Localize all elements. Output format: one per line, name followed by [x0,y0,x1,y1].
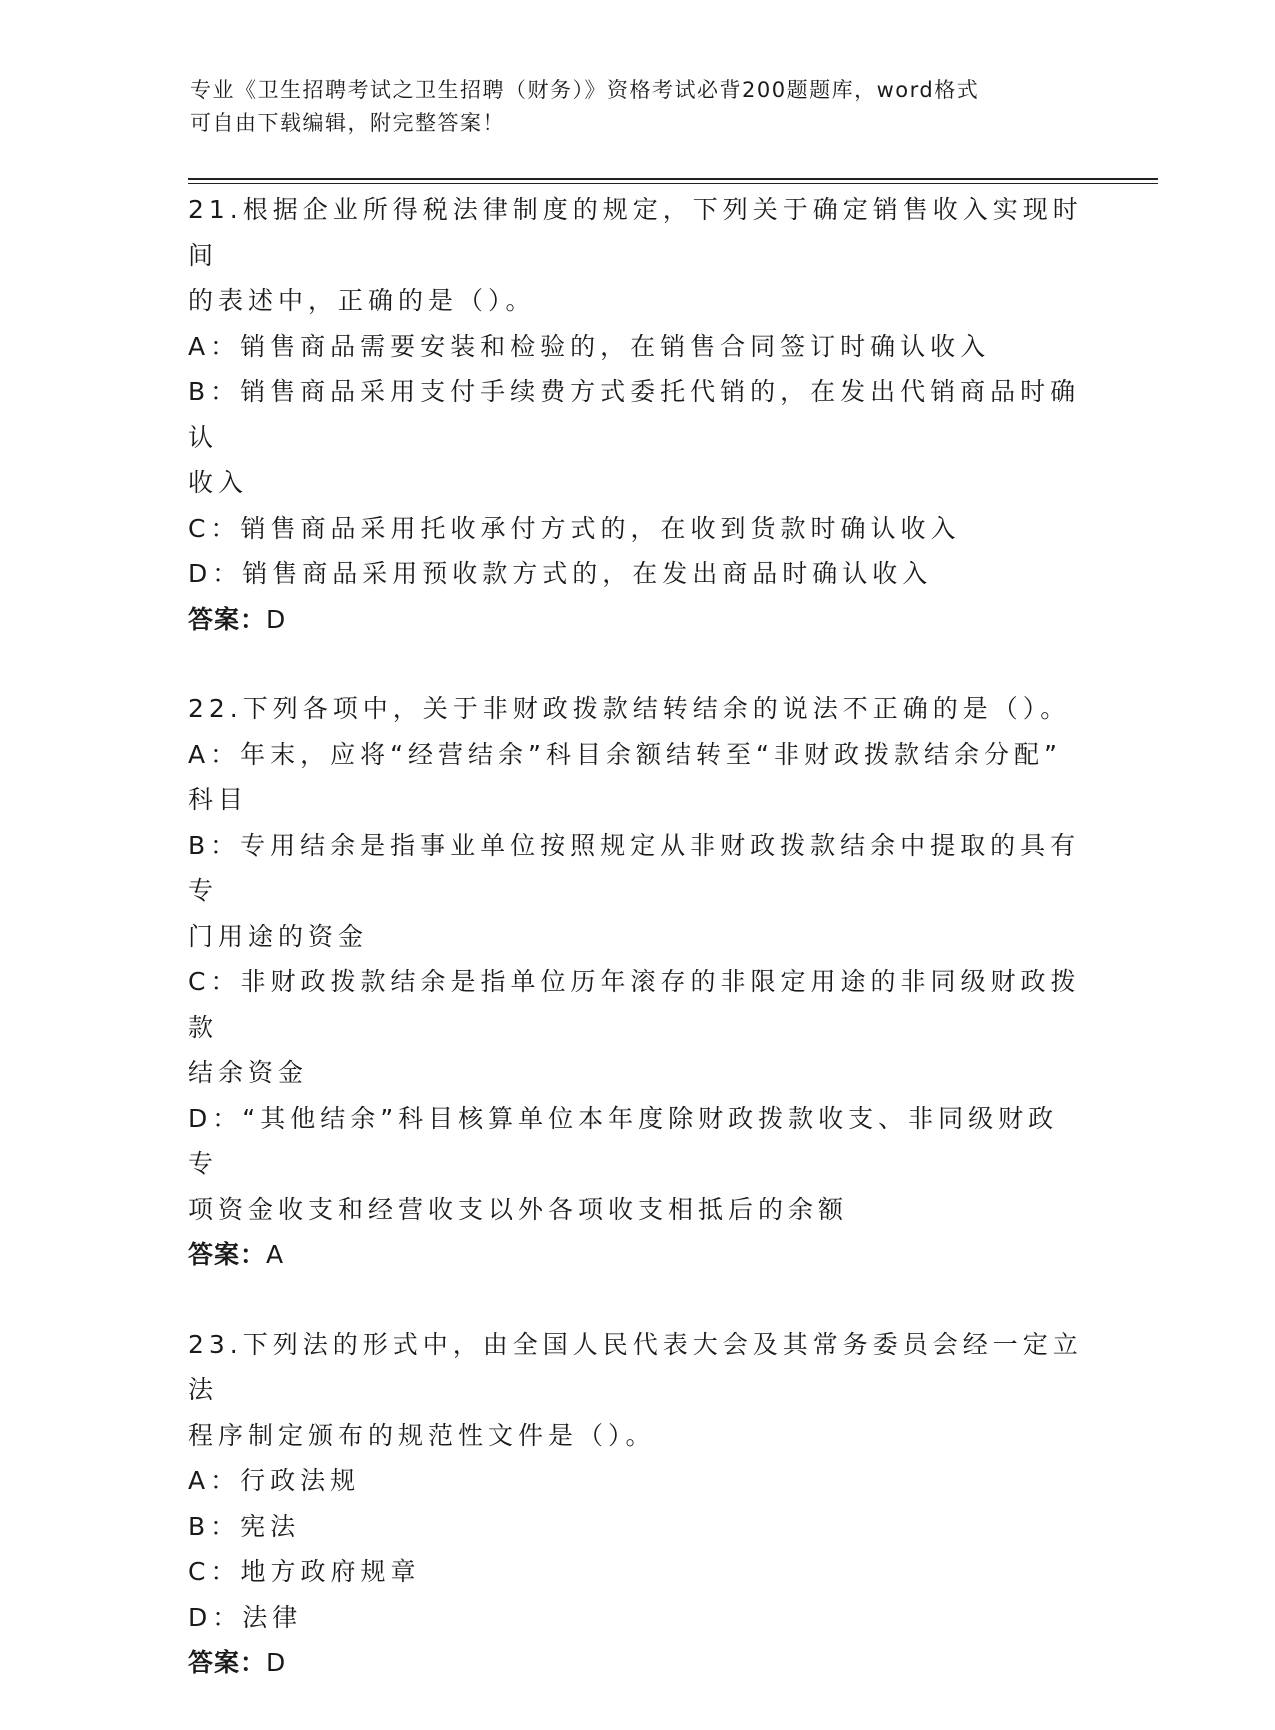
question-23 [188,1322,1088,1686]
header-line-1: 专业《卫生招聘考试之卫生招聘（财务）》资格考试必背200题题库，word格式 [190,78,980,102]
option-b: B：专用结余是指事业单位按照规定从非财政拨款结余中提取的具有专 [188,830,1081,905]
option-a: A：销售商品需要安装和检验的，在销售合同签订时确认收入 [188,331,991,361]
answer-label: 答案： [188,604,267,634]
option-c: C：地方政府规章 [188,1557,421,1586]
question-22 [188,686,1088,1278]
option-c-continued: 结余资金 [188,1058,309,1087]
question-stem-line: 22.下列各项中，关于非财政拨款结转结余的说法不正确的是（）。 [188,694,1071,723]
option-b-continued: 收入 [188,468,249,497]
answer-value: A [266,1240,285,1269]
option-a: A：行政法规 [188,1466,361,1495]
answer-value: D [266,604,287,634]
question-21 [188,187,1088,642]
option-c: C：销售商品采用托收承付方式的，在收到货款时确认收入 [188,513,961,543]
header-divider-thin [188,183,1158,184]
answer-line [188,1640,1088,1686]
answer-line [188,597,1088,643]
answer-label: 答案： [188,1240,267,1269]
answer-line [188,1232,1088,1278]
question-stem-line: 的表述中，正确的是（）。 [188,286,536,315]
option-a: A：年末，应将“经营结余”科目余额结转至“非财政拨款结余分配” [188,739,1062,769]
option-d-continued: 项资金收支和经营收支以外各项收支相抵后的余额 [188,1194,849,1224]
option-d: D：销售商品采用预收款方式的，在发出商品时确认收入 [188,559,933,588]
header-divider-thick [188,178,1158,180]
option-b-continued: 门用途的资金 [188,921,369,951]
question-list [188,187,1088,1730]
option-b: B：宪法 [188,1511,301,1541]
question-stem-line: 23.下列法的形式中，由全国人民代表大会及其常务委员会经一定立法 [188,1329,1083,1404]
document-header [190,74,1070,140]
option-d: D：“其他结余”科目核算单位本年度除财政拨款收支、非同级财政专 [188,1103,1059,1178]
question-stem-line: 21.根据企业所得税法律制度的规定，下列关于确定销售收入实现时间 [188,195,1083,270]
option-d: D：法律 [188,1602,303,1632]
answer-value: D [266,1648,287,1677]
question-stem-line: 程序制定颁布的规范性文件是（）。 [188,1420,656,1450]
header-line-2: 可自由下载编辑，附完整答案！ [190,111,505,135]
option-a-continued: 科目 [188,785,249,814]
option-c: C：非财政拨款结余是指单位历年滚存的非限定用途的非同级财政拨款 [188,967,1081,1042]
option-b: B：销售商品采用支付手续费方式委托代销的，在发出代销商品时确认 [188,377,1081,452]
answer-label: 答案： [188,1648,267,1677]
